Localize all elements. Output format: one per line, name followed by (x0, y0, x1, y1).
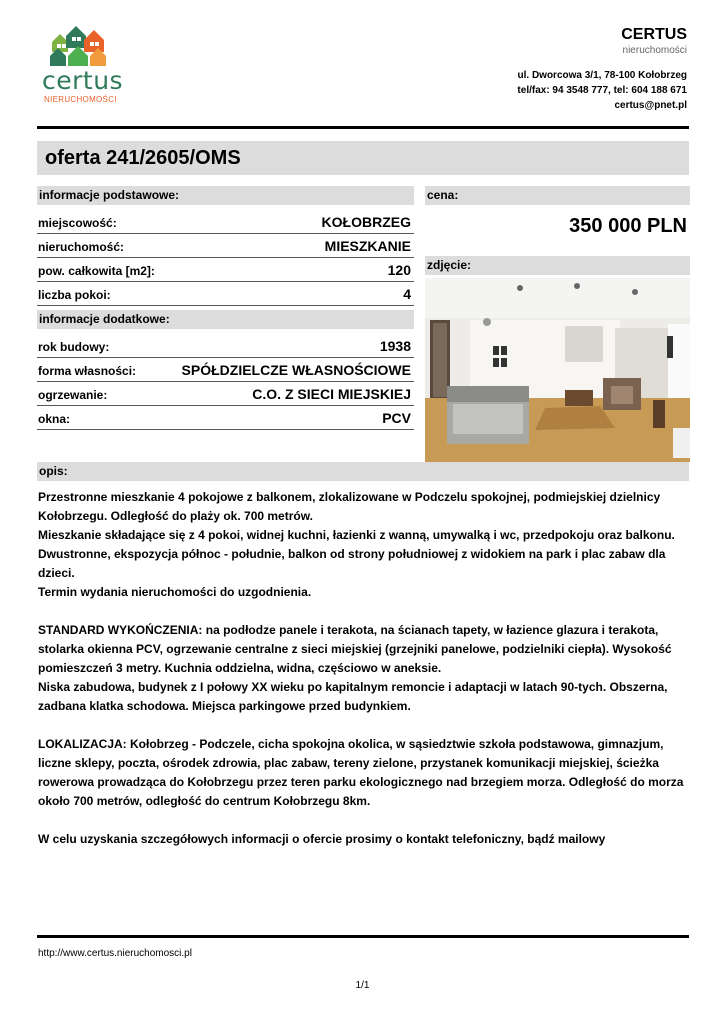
company-header (621, 26, 687, 56)
company-contact (517, 68, 687, 113)
info-value: KOŁOBRZEG (321, 214, 411, 230)
info-label: forma własności: (38, 364, 137, 378)
info-label: okna: (38, 412, 71, 426)
paragraph-spacer (38, 811, 688, 830)
company-email[interactable]: certus@pnet.pl (614, 100, 687, 111)
company-address: ul. Dworcowa 3/1, 78-100 Kołobrzeg (517, 70, 687, 81)
info-row-property-type (37, 234, 414, 258)
company-name: CERTUS (621, 26, 687, 43)
paragraph-spacer (38, 716, 688, 735)
info-value: 120 (387, 262, 411, 278)
footer-url-link[interactable]: http://www.certus.nieruchomosci.pl (38, 948, 192, 959)
description-body (38, 488, 688, 849)
description-paragraph: Przestronne mieszkanie 4 pokojowe z balkonem, zlokalizowane w Podczelu spokojnej, podmiejskiej dzielnicy Kołobrzegu. Odległość do plaży ok. 700 metrów. (38, 490, 661, 523)
company-phone: tel/fax: 94 3548 777, tel: 604 188 671 (517, 85, 687, 96)
info-label: liczba pokoi: (38, 288, 111, 302)
info-row-rooms (37, 282, 414, 306)
info-row-ownership (37, 358, 414, 382)
info-value: PCV (382, 410, 411, 426)
footer-divider (37, 935, 689, 938)
info-value: 4 (403, 286, 411, 302)
page-number: 1/1 (355, 980, 370, 991)
property-photo[interactable] (425, 278, 690, 462)
photo-heading: zdjęcie: (425, 256, 690, 275)
info-row-area (37, 258, 414, 282)
info-label: pow. całkowita [m2]: (38, 264, 155, 278)
logo-subtitle: NIERUCHOMOŚCI (44, 95, 117, 104)
info-row-city (37, 210, 414, 234)
info-label: ogrzewanie: (38, 388, 108, 402)
info-value: SPÓŁDZIELCZE WŁASNOŚCIOWE (181, 362, 411, 378)
paragraph-spacer (38, 602, 688, 621)
info-value: MIESZKANIE (324, 238, 411, 254)
price-heading: cena: (425, 186, 690, 205)
description-paragraph: STANDARD WYKOŃCZENIA: na podłodze panele i terakota, na ścianach tapety, w łazience glazura i terakota, stolarka okienna PCV, ogrzewanie centralne z sieci miejskiej (grzejniki panelowe, podzielniki ciepła). Wysokość pomieszczeń 3 metry. Kuchnia oddzielna, widna, częściowo w aneksie. (38, 623, 672, 675)
info-value: 1938 (379, 338, 411, 354)
price-value: 350 000 PLN (569, 215, 687, 237)
description-paragraph: Mieszkanie składające się z 4 pokoi, widnej kuchni, łazienki z wanną, umywalką i wc, przedpokoju oraz balkonu. (38, 528, 675, 542)
info-label: rok budowy: (38, 340, 110, 354)
description-paragraph: Niska zabudowa, budynek z I połowy XX wieku po kapitalnym remoncie i adaptacji w latach 90-tych. Obszerna, zadbana klatka schodowa. Miejsca parkingowe przed budynkiem. (38, 680, 668, 713)
basic-info-heading: informacje podstawowe: (37, 186, 414, 205)
info-value: C.O. Z SIECI MIEJSKIEJ (252, 386, 411, 402)
house-logo-icon (38, 22, 128, 70)
info-row-heating (37, 382, 414, 406)
description-paragraph: Dwustronne, ekspozycja północ - południe, balkon od strony południowej z widokiem na park i plac zabaw dla dzieci. (38, 547, 666, 580)
info-row-build-year (37, 334, 414, 358)
description-paragraph: LOKALIZACJA: Kołobrzeg - Podczele, cicha spokojna okolica, w sąsiedztwie szkoła podstawowa, gimnazjum, liczne sklepy, poczta, ośrodek zdrowia, plac zabaw, tereny zielone, przystanek komunikacji miejskiej, ścieżka rowerowa prowadząca do Kołobrzegu przez teren parku ekologicznego nad brzegiem morza. Odległość do morza około 700 metrów, odległość do centrum Kołobrzegu 8km. (38, 737, 684, 808)
description-paragraph: Termin wydania nieruchomości do uzgodnienia. (38, 585, 312, 599)
offer-title: oferta 241/2605/OMS (37, 141, 689, 175)
logo-wordmark: certus (42, 66, 124, 95)
description-paragraph: W celu uzyskania szczegółowych informacji o ofercie prosimy o kontakt telefoniczny, bądź mailowy (38, 832, 606, 846)
info-label: miejscowość: (38, 216, 117, 230)
company-subtitle: nieruchomości (622, 45, 687, 56)
info-row-windows (37, 406, 414, 430)
company-logo (38, 22, 128, 108)
info-label: nieruchomość: (38, 240, 125, 254)
description-heading: opis: (37, 462, 689, 481)
additional-info-heading: informacje dodatkowe: (37, 310, 414, 329)
living-room-photo (425, 278, 690, 462)
header-divider (37, 126, 689, 129)
